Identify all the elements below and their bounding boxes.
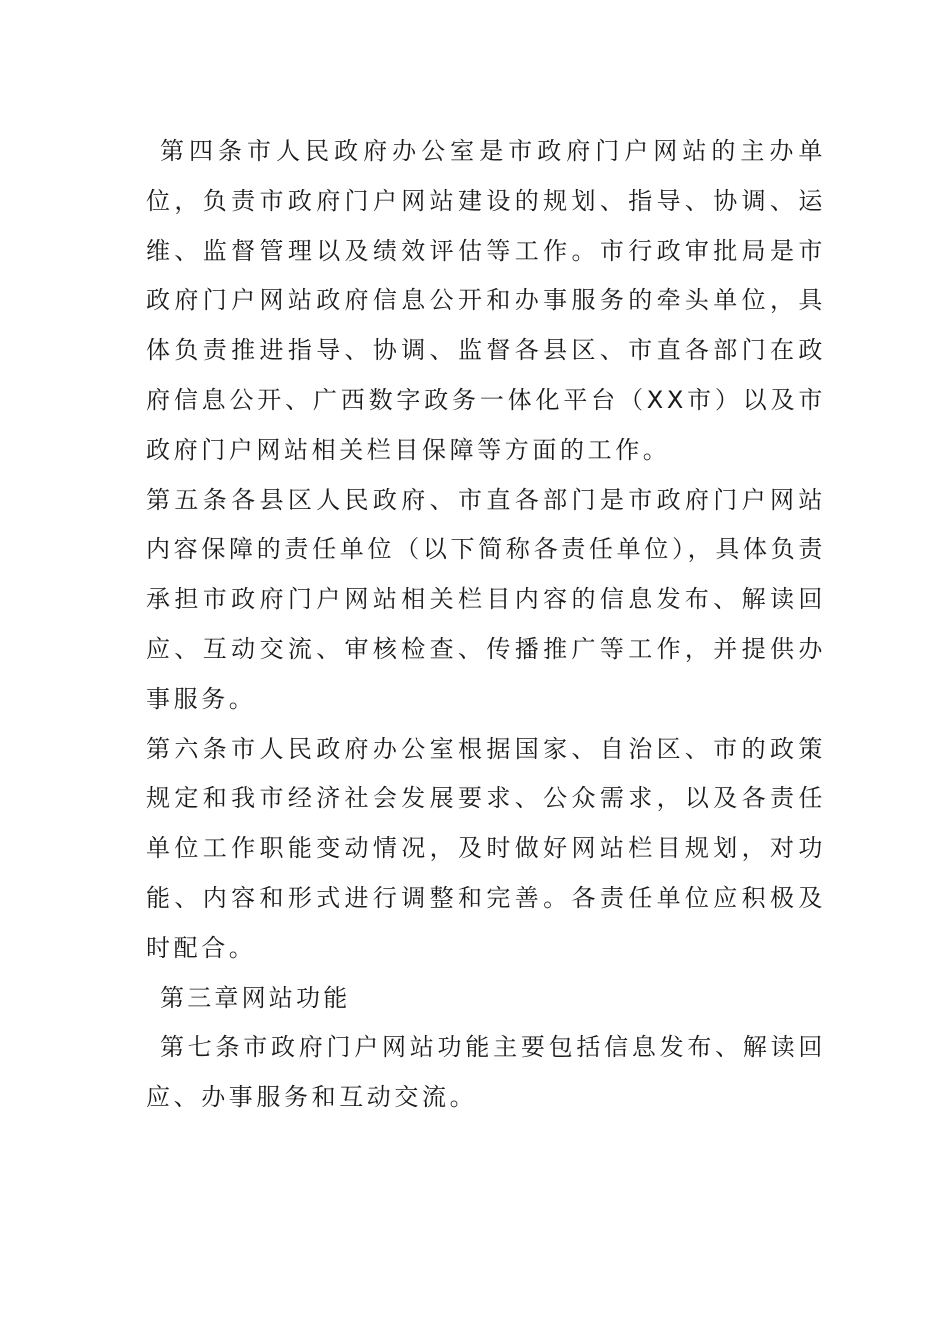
article-4-paragraph: 第四条市人民政府办公室是市政府门户网站的主办单位，负责市政府门户网站建设的规划、指导、协调、运维、监督管理以及绩效评估等工作。市行政审批局是市政府门户网站政府信息公开和办事服务的牵头单位，具体负责推进指导、协调、监督各县区、市直各部门在政府信息公开、广西数字政务一体化平台（XX市）以及市政府门户网站相关栏目保障等方面的工作。 (146, 137, 826, 464)
chapter-heading: 第三章网站功能 (160, 983, 351, 1012)
article-6-paragraph: 第六条市人民政府办公室根据国家、自治区、市的政策规定和我市经济社会发展要求、公众需求，以及各责任单位工作职能变动情况，及时做好网站栏目规划，对功能、内容和形式进行调整和完善。各责任单位应积极及时配合。 (146, 734, 826, 962)
document-body (146, 127, 826, 1123)
article-7-paragraph: 第七条市政府门户网站功能主要包括信息发布、解读回应、办事服务和互动交流。 (146, 1033, 826, 1112)
article-5-paragraph: 第五条各县区人民政府、市直各部门是市政府门户网站内容保障的责任单位（以下简称各责任单位），具体负责承担市政府门户网站相关栏目内容的信息发布、解读回应、互动交流、审核检查、传播推广等工作，并提供办事服务。 (146, 485, 826, 713)
